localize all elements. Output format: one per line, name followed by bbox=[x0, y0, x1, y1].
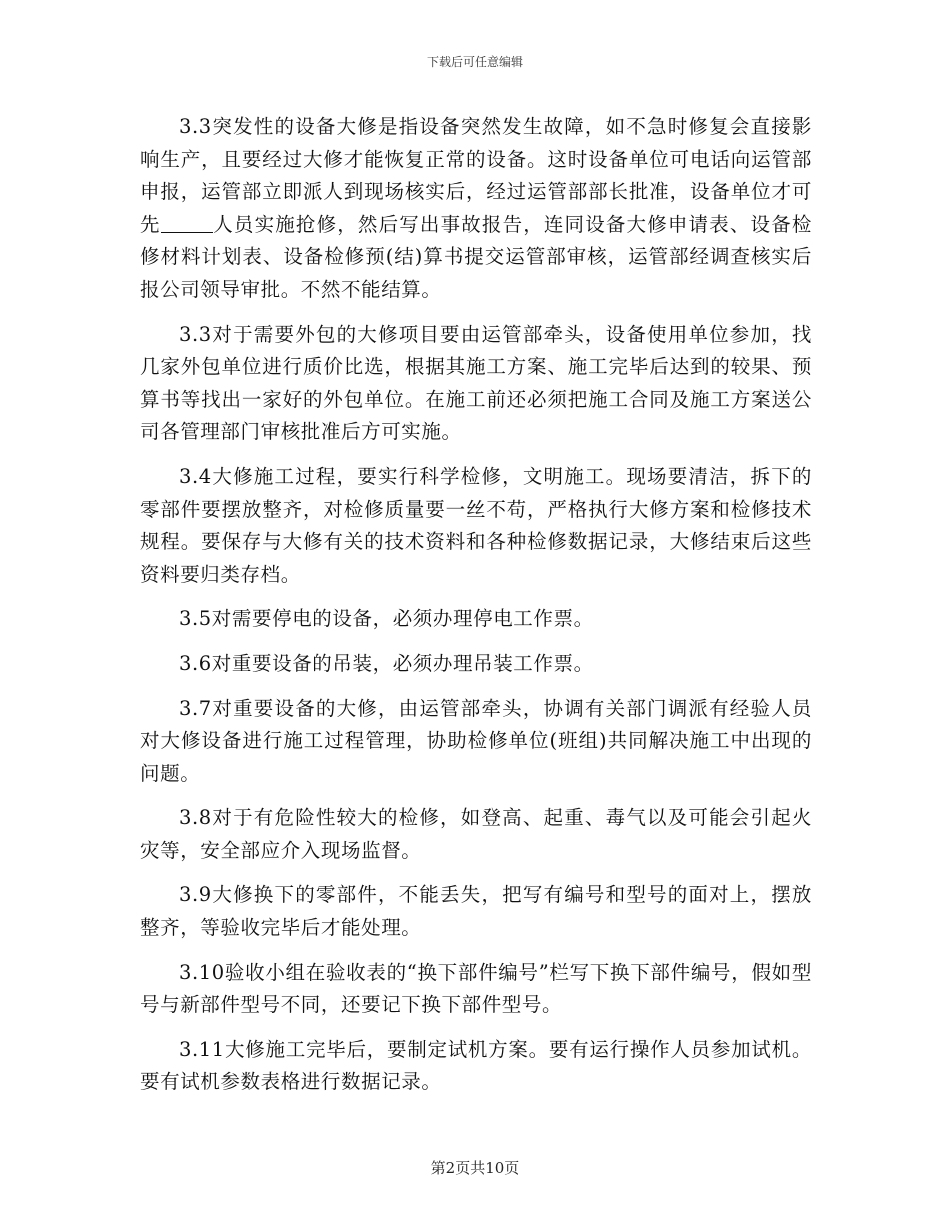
page-number: 第2页共10页 bbox=[430, 1159, 520, 1177]
paragraph-text: 3.3突发性的设备大修是指设备突然发生故障，如不急时修复会直接影响生产，且要经过大修才能恢复正常的设备。这时设备单位可电话向运管部申报，运管部立即派人到现场核实后，经过运管部部长批准，设备单位才可先 bbox=[140, 115, 812, 236]
paragraph-3-8: 3.8对于有危险性较大的检修，如登高、起重、毒气以及可能会引起火灾等，安全部应介入现场监督。 bbox=[140, 806, 812, 862]
document-body bbox=[140, 111, 812, 1111]
fill-in-blank bbox=[161, 212, 213, 233]
paragraph-3-3-outsourcing: 3.3对于需要外包的大修项目要由运管部牵头，设备使用单位参加，找几家外包单位进行质价比选，根据其施工方案、施工完毕后达到的较果、预算书等找出一家好的外包单位。在施工前还必须把施工合同及施工方案送公司各管理部门审核批准后方可实施。 bbox=[140, 322, 812, 444]
paragraph-3-6: 3.6对重要设备的吊装，必须办理吊装工作票。 bbox=[179, 651, 594, 675]
paragraph-3-3-emergency bbox=[140, 111, 812, 307]
paragraph-3-10: 3.10验收小组在验收表的“换下部件编号”栏写下换下部件编号，假如型号与新部件型号不同，还要记下换下部件型号。 bbox=[140, 960, 812, 1017]
paragraph-3-7: 3.7对重要设备的大修，由运管部牵头，协调有关部门调派有经验人员对大修设备进行施工过程管理，协助检修单位(班组)共同解决施工中出现的问题。 bbox=[140, 696, 812, 785]
paragraph-3-11: 3.11大修施工完毕后，要制定试机方案。要有运行操作人员参加试机。要有试机参数表格进行数据记录。 bbox=[140, 1037, 812, 1094]
page-header: 下载后可任意编辑 bbox=[426, 55, 523, 69]
paragraph-text: 人员实施抢修，然后写出事故报告，连同设备大修申请表、设备检修材料计划表、设备检修预(结)算书提交运管部审核，运管部经调查核实后报公司领导审批。不然不能结算。 bbox=[140, 212, 812, 301]
paragraph-3-4: 3.4大修施工过程，要实行科学检修，文明施工。现场要清洁，拆下的零部件要摆放整齐，对检修质量要一丝不苟，严格执行大修方案和检修技术规程。要保存与大修有关的技术资料和各种检修数据记录，大修结束后这些资料要归类存档。 bbox=[140, 464, 812, 586]
paragraph-3-9: 3.9大修换下的零部件，不能丢失，把写有编号和型号的面对上，摆放整齐，等验收完毕后才能处理。 bbox=[140, 883, 812, 940]
paragraph-3-5: 3.5对需要停电的设备，必须办理停电工作票。 bbox=[179, 607, 594, 631]
